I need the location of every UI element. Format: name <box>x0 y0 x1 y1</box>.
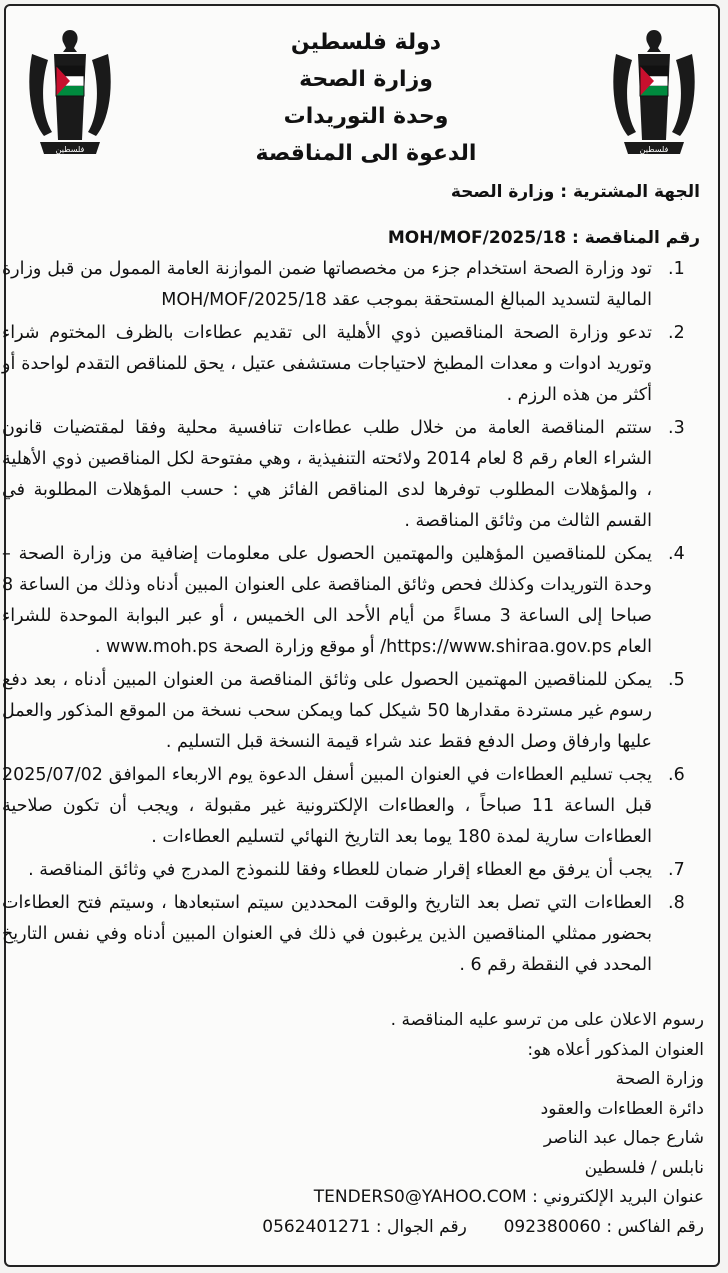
email-label: عنوان البريد الإلكتروني : <box>532 1187 704 1207</box>
email-address-link[interactable]: TENDERS0@YAHOO.COM <box>313 1187 527 1207</box>
document-header <box>186 24 546 172</box>
palestine-eagle-emblem-icon <box>22 24 118 164</box>
fax-number: 092380060 <box>503 1216 601 1237</box>
tender-number-value: MOH/MOF/2025/18 <box>387 228 567 248</box>
clause-text: يمكن للمناقصين المهتمين الحصول على وثائق المناقصة من العنوان المبين أدناه ، بعد دفع رسوم غير مستردة مقدارها 50 شيكل كما ويمكن سحب نسخة من الموقع المذكور والعمل عليها وارفاق وصل الدفع فقط عند شراء قيمة النسخة قبل التسليم . <box>2 670 652 752</box>
mobile-label: رقم الجوال : <box>375 1216 467 1237</box>
buyer-line <box>451 182 700 202</box>
clause-number: 4. <box>668 544 685 564</box>
header-unit: وحدة التوريدات <box>283 104 449 129</box>
address-block <box>4 1006 704 1242</box>
address-line-city: نابلس / فلسطين <box>584 1157 704 1178</box>
clause-number: 8. <box>668 893 685 913</box>
email-line <box>4 1183 704 1213</box>
advertising-fees-note: رسوم الاعلان على من ترسو عليه المناقصة . <box>390 1010 704 1030</box>
address-line-ministry: وزارة الصحة <box>615 1069 704 1089</box>
fax-label: رقم الفاكس : <box>606 1216 704 1237</box>
clause-text: يجب تسليم العطاءات في العنوان المبين أسفل الدعوة يوم الاربعاء الموافق 2025/07/02 قبل الساعة 11 صباحاً ، والعطاءات الإلكترونية غير مقبولة ، ويجب أن تكون صلاحية العطاءات سارية لمدة 180 يوما بعد التاريخ النهائي لتسليم العطاءات . <box>2 765 652 847</box>
clause-item <box>2 254 704 316</box>
buyer-label: الجهة المشترية : <box>560 182 700 202</box>
clause-text: ستتم المناقصة العامة من خلال طلب عطاءات تنافسية محلية وفقا لمقتضيات قانون الشراء العام رقم 8 لعام 2014 ولائحته التنفيذية ، وهي مفتوحة لكل المناقصين ذوي الأهلية ، والمؤهلات المطلوب توفرها لدى المناقص الفائز هي : حسب المؤهلات المطلوبة في القسم الثالث من وثائق المناقصة . <box>2 418 652 531</box>
address-line-department: دائرة العطاءات والعقود <box>540 1098 704 1119</box>
clause-item <box>2 318 704 411</box>
clause-text: يمكن للمناقصين المؤهلين والمهتمين الحصول على معلومات إضافية من وزارة الصحة – وحدة التوريدات وكذلك فحص وثائق المناقصة على العنوان المبين أدناه وذلك من الساعة 8 صباحا إلى الساعة 3 مساءً من أيام الأحد الى الخميس ، أو عبر البوابة الموحدة للشراء العام https://www.shiraa.gov.ps/ أو موقع وزارة الصحة www.moh.ps . <box>2 544 652 657</box>
clause-text: يجب أن يرفق مع العطاء إقرار ضمان للعطاء وفقا للنموذج المدرج في وثائق المناقصة . <box>28 860 652 880</box>
buyer-value: وزارة الصحة <box>450 182 555 202</box>
address-label: العنوان المذكور أعلاه هو: <box>527 1039 704 1060</box>
emblem-caption: فلسطين <box>55 145 85 154</box>
clause-number: 7. <box>668 860 685 880</box>
clause-number: 6. <box>668 765 685 785</box>
clause-item <box>2 665 704 758</box>
contact-numbers-line <box>4 1213 704 1243</box>
header-state: دولة فلسطين <box>290 30 442 55</box>
clause-item <box>2 413 704 537</box>
palestine-eagle-emblem-icon <box>606 24 702 164</box>
emblem-caption: فلسطين <box>639 145 669 154</box>
clause-text: تدعو وزارة الصحة المناقصين ذوي الأهلية الى تقديم عطاءات بالظرف المختوم شراء وتوريد ادوات و معدات المطبخ لاحتياجات مستشفى عتيل ، يحق للمناقص التقدم لواحدة أو أكثر من هذه الرزم . <box>2 323 652 405</box>
clause-text: تود وزارة الصحة استخدام جزء من مخصصاتها ضمن الموازنة العامة الممول من قبل وزارة المالية لتسديد المبالغ المستحقة بموجب عقد MOH/MOF/2025/18 <box>2 259 652 310</box>
tender-number-label: رقم المناقصة : <box>571 228 700 248</box>
clause-item <box>2 855 704 886</box>
clause-item <box>2 539 704 663</box>
clause-number: 1. <box>668 259 685 279</box>
clause-number: 3. <box>668 418 685 438</box>
tender-number-line <box>388 228 700 248</box>
clause-number: 5. <box>668 670 685 690</box>
clause-text: العطاءات التي تصل بعد التاريخ والوقت المحددين سيتم استبعادها ، وسيتم فتح العطاءات بحضور ممثلي المناقصين الذين يرغبون في ذلك في العنوان المبين أدناه وفي نفس التاريخ المحدد في النقطة رقم 6 . <box>2 893 652 975</box>
header-title: الدعوة الى المناقصة <box>255 141 477 166</box>
tender-clauses-list <box>2 254 704 983</box>
clause-number: 2. <box>668 323 685 343</box>
tender-announcement-page <box>4 4 720 1267</box>
header-ministry: وزارة الصحة <box>299 67 433 92</box>
clause-item <box>2 888 704 981</box>
mobile-number: 0562401271 <box>262 1216 371 1237</box>
address-line-street: شارع جمال عبد الناصر <box>543 1128 704 1148</box>
clause-item <box>2 760 704 853</box>
